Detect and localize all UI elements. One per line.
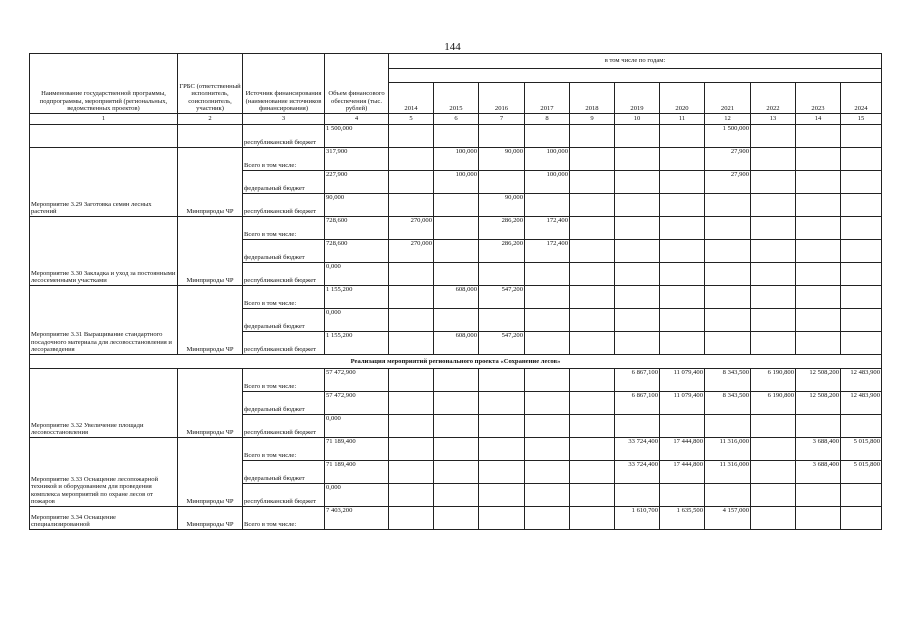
year-value <box>705 415 751 438</box>
column-number: 4 <box>325 114 389 125</box>
year-value <box>615 286 660 309</box>
year-value <box>841 415 882 438</box>
year-value: 270,000 <box>389 240 434 263</box>
year-value <box>570 309 615 332</box>
header-year: 2017 <box>525 83 570 114</box>
funding-source: республиканский бюджет <box>243 332 325 355</box>
funding-source: Всего в том числе: <box>243 217 325 240</box>
funding-source: Всего в том числе: <box>243 507 325 530</box>
year-value <box>615 171 660 194</box>
table-row <box>30 438 882 461</box>
year-value: 3 688,400 <box>796 438 841 461</box>
year-value <box>525 286 570 309</box>
column-number: 6 <box>434 114 479 125</box>
year-value <box>434 309 479 332</box>
year-value <box>615 148 660 171</box>
year-value: 286,200 <box>479 240 525 263</box>
year-value: 12 483,900 <box>841 369 882 392</box>
year-value <box>434 240 479 263</box>
funding-volume: 227,900 <box>325 171 389 194</box>
year-value <box>660 286 705 309</box>
year-value: 1 500,000 <box>705 125 751 148</box>
year-value: 172,400 <box>525 217 570 240</box>
year-value <box>796 217 841 240</box>
year-value <box>751 171 796 194</box>
year-value <box>705 263 751 286</box>
year-value <box>389 309 434 332</box>
funding-source: федеральный бюджет <box>243 240 325 263</box>
year-value: 12 508,200 <box>796 369 841 392</box>
year-value <box>434 125 479 148</box>
header-year: 2016 <box>479 83 525 114</box>
year-value <box>660 332 705 355</box>
header-year: 2022 <box>751 83 796 114</box>
year-value <box>796 148 841 171</box>
funding-volume: 728,600 <box>325 240 389 263</box>
year-value <box>389 484 434 507</box>
year-value <box>660 415 705 438</box>
measure-grbs: Минприроды ЧР <box>178 507 243 530</box>
year-value <box>660 240 705 263</box>
measure-name: Мероприятие 3.33 Оснащение лесопожарной техникой и оборудованием для проведения комплекса мероприятий по охране лесов от пожаров <box>30 438 178 507</box>
year-value: 12 508,200 <box>796 392 841 415</box>
year-value <box>796 171 841 194</box>
year-value: 33 724,400 <box>615 461 660 484</box>
year-value <box>841 194 882 217</box>
column-number: 3 <box>243 114 325 125</box>
table-row <box>30 125 882 148</box>
year-value <box>389 263 434 286</box>
year-value <box>479 415 525 438</box>
year-value <box>705 332 751 355</box>
header-year: 2014 <box>389 83 434 114</box>
measure-name: Мероприятие 3.31 Выращивание стандартного посадочного материала для лесовосстановления и лесоразведения <box>30 286 178 355</box>
year-value <box>570 194 615 217</box>
year-value <box>751 125 796 148</box>
year-value <box>434 438 479 461</box>
year-value <box>434 484 479 507</box>
year-value <box>751 461 796 484</box>
year-value <box>570 507 615 530</box>
measure-name: Мероприятие 3.30 Закладка и уход за постоянными лесосеменными участками <box>30 217 178 286</box>
year-value <box>796 309 841 332</box>
year-value <box>434 217 479 240</box>
year-value: 100,000 <box>525 148 570 171</box>
year-value <box>570 240 615 263</box>
year-value: 11 316,000 <box>705 438 751 461</box>
measure-name: Мероприятие 3.29 Заготовка семян лесных растений <box>30 148 178 217</box>
year-value: 11 079,400 <box>660 369 705 392</box>
year-value <box>751 415 796 438</box>
year-value <box>615 240 660 263</box>
year-value: 27,900 <box>705 171 751 194</box>
year-value <box>389 461 434 484</box>
year-value <box>389 286 434 309</box>
section-row <box>30 355 882 369</box>
year-value: 17 444,800 <box>660 461 705 484</box>
funding-volume: 0,000 <box>325 415 389 438</box>
year-value <box>525 415 570 438</box>
year-value <box>479 309 525 332</box>
year-value: 608,000 <box>434 332 479 355</box>
header-year: 2015 <box>434 83 479 114</box>
header-col-grbs: ГРБС (ответственный исполнитель, соисполнитель, участник) <box>178 54 243 114</box>
year-value <box>796 125 841 148</box>
year-value <box>434 369 479 392</box>
column-number: 10 <box>615 114 660 125</box>
year-value <box>705 309 751 332</box>
column-number: 9 <box>570 114 615 125</box>
year-value <box>705 217 751 240</box>
table-row <box>30 148 882 171</box>
funding-volume: 1 500,000 <box>325 125 389 148</box>
funding-volume: 71 189,400 <box>325 461 389 484</box>
year-value: 547,200 <box>479 332 525 355</box>
funding-source: республиканский бюджет <box>243 194 325 217</box>
year-value <box>570 438 615 461</box>
year-value: 172,400 <box>525 240 570 263</box>
measure-grbs <box>178 125 243 148</box>
year-value <box>389 332 434 355</box>
year-value: 90,000 <box>479 194 525 217</box>
year-value <box>705 286 751 309</box>
year-value: 6 190,800 <box>751 369 796 392</box>
year-value <box>841 507 882 530</box>
funding-source: республиканский бюджет <box>243 125 325 148</box>
year-value <box>751 438 796 461</box>
year-value <box>841 484 882 507</box>
year-value: 286,200 <box>479 217 525 240</box>
year-value <box>570 217 615 240</box>
year-value <box>615 484 660 507</box>
year-value <box>479 263 525 286</box>
year-value <box>796 332 841 355</box>
year-value <box>841 286 882 309</box>
year-value <box>796 507 841 530</box>
measure-name <box>30 125 178 148</box>
year-value <box>434 415 479 438</box>
year-value: 11 079,400 <box>660 392 705 415</box>
year-value <box>525 125 570 148</box>
measure-grbs: Минприроды ЧР <box>178 438 243 507</box>
year-value <box>796 263 841 286</box>
year-value <box>434 263 479 286</box>
header-year: 2023 <box>796 83 841 114</box>
year-value <box>751 332 796 355</box>
year-value <box>841 217 882 240</box>
year-value <box>615 309 660 332</box>
measure-grbs: Минприроды ЧР <box>178 148 243 217</box>
year-value <box>570 286 615 309</box>
year-value <box>751 263 796 286</box>
year-value <box>525 438 570 461</box>
year-value <box>570 369 615 392</box>
funding-source: республиканский бюджет <box>243 415 325 438</box>
year-value: 27,900 <box>705 148 751 171</box>
year-value <box>751 484 796 507</box>
year-value <box>660 484 705 507</box>
year-value <box>434 194 479 217</box>
funding-volume: 57 472,900 <box>325 369 389 392</box>
year-value <box>570 263 615 286</box>
measure-grbs: Минприроды ЧР <box>178 369 243 438</box>
table-row <box>30 286 882 309</box>
year-value <box>705 194 751 217</box>
table-row <box>30 217 882 240</box>
year-value: 100,000 <box>525 171 570 194</box>
year-value <box>841 171 882 194</box>
year-value <box>660 125 705 148</box>
year-value <box>389 507 434 530</box>
year-value <box>615 194 660 217</box>
funding-volume: 317,900 <box>325 148 389 171</box>
year-value: 547,200 <box>479 286 525 309</box>
header-year: 2018 <box>570 83 615 114</box>
column-number: 13 <box>751 114 796 125</box>
year-value <box>525 484 570 507</box>
year-value: 5 015,800 <box>841 438 882 461</box>
column-number: 5 <box>389 114 434 125</box>
year-value <box>434 461 479 484</box>
year-value <box>479 392 525 415</box>
year-value: 1 610,700 <box>615 507 660 530</box>
year-value <box>615 415 660 438</box>
year-value <box>479 438 525 461</box>
year-value <box>389 438 434 461</box>
funding-volume: 57 472,900 <box>325 392 389 415</box>
funding-source: федеральный бюджет <box>243 461 325 484</box>
year-value <box>660 263 705 286</box>
year-value: 8 343,500 <box>705 369 751 392</box>
year-value <box>660 309 705 332</box>
funding-volume: 1 155,200 <box>325 332 389 355</box>
column-number: 1 <box>30 114 178 125</box>
year-value <box>570 332 615 355</box>
year-value <box>525 369 570 392</box>
year-value <box>615 332 660 355</box>
year-value <box>796 415 841 438</box>
year-value <box>389 392 434 415</box>
measure-name: Мероприятие 3.32 Увеличение площади лесовосстановления <box>30 369 178 438</box>
column-number: 14 <box>796 114 841 125</box>
funding-source: Всего в том числе: <box>243 438 325 461</box>
year-value <box>796 194 841 217</box>
year-value <box>705 240 751 263</box>
year-value <box>525 461 570 484</box>
year-value <box>479 461 525 484</box>
measure-grbs: Минприроды ЧР <box>178 286 243 355</box>
year-value <box>751 148 796 171</box>
year-value <box>570 415 615 438</box>
funding-source: федеральный бюджет <box>243 309 325 332</box>
year-value <box>570 392 615 415</box>
year-value <box>570 484 615 507</box>
header-year: 2020 <box>660 83 705 114</box>
year-value <box>525 309 570 332</box>
measure-name: Мероприятие 3.34 Оснащение специализированной <box>30 507 178 530</box>
year-value <box>479 125 525 148</box>
year-value <box>751 309 796 332</box>
header-year: 2019 <box>615 83 660 114</box>
year-value: 12 483,900 <box>841 392 882 415</box>
year-value <box>705 484 751 507</box>
year-value <box>525 263 570 286</box>
funding-volume: 71 189,400 <box>325 438 389 461</box>
year-value <box>841 309 882 332</box>
year-value: 11 316,000 <box>705 461 751 484</box>
year-value: 6 867,100 <box>615 392 660 415</box>
year-value <box>570 461 615 484</box>
year-value <box>389 125 434 148</box>
year-value: 100,000 <box>434 171 479 194</box>
funding-source: республиканский бюджет <box>243 263 325 286</box>
header-col-volume: Объем финансового обеспечения (тыс. рублей) <box>325 54 389 114</box>
year-value: 6 190,800 <box>751 392 796 415</box>
column-number: 15 <box>841 114 882 125</box>
year-value <box>389 171 434 194</box>
funding-volume: 0,000 <box>325 263 389 286</box>
header-year: 2021 <box>705 83 751 114</box>
year-value: 1 635,500 <box>660 507 705 530</box>
year-value <box>525 332 570 355</box>
year-value <box>389 148 434 171</box>
year-value <box>660 171 705 194</box>
column-number: 7 <box>479 114 525 125</box>
section-title: Реализация мероприятий регионального проекта «Сохранение лесов» <box>30 355 882 369</box>
year-value <box>796 286 841 309</box>
year-value <box>751 217 796 240</box>
header-years-spacer <box>389 69 882 83</box>
year-value: 90,000 <box>479 148 525 171</box>
year-value <box>796 484 841 507</box>
year-value: 4 157,000 <box>705 507 751 530</box>
year-value <box>751 194 796 217</box>
year-value <box>615 217 660 240</box>
funding-source: Всего в том числе: <box>243 369 325 392</box>
year-value <box>389 194 434 217</box>
year-value <box>389 415 434 438</box>
column-number: 12 <box>705 114 751 125</box>
funding-volume: 0,000 <box>325 484 389 507</box>
year-value <box>796 240 841 263</box>
header-year: 2024 <box>841 83 882 114</box>
year-value <box>660 217 705 240</box>
year-value: 17 444,800 <box>660 438 705 461</box>
year-value <box>479 484 525 507</box>
funding-volume: 728,600 <box>325 217 389 240</box>
header-years-group: в том числе по годам: <box>389 54 882 69</box>
year-value: 33 724,400 <box>615 438 660 461</box>
funding-volume: 0,000 <box>325 309 389 332</box>
year-value <box>841 263 882 286</box>
year-value <box>434 507 479 530</box>
column-number: 2 <box>178 114 243 125</box>
year-value <box>615 125 660 148</box>
year-value <box>751 240 796 263</box>
header-col-name: Наименование государственной программы, подпрограммы, мероприятий (региональных, ведомственных проектов) <box>30 54 178 114</box>
year-value <box>841 332 882 355</box>
year-value <box>660 194 705 217</box>
header-col-source: Источник финансирования (наименование источников финансирования) <box>243 54 325 114</box>
table-row <box>30 369 882 392</box>
year-value <box>525 392 570 415</box>
table-row <box>30 507 882 530</box>
measure-grbs: Минприроды ЧР <box>178 217 243 286</box>
page-number: 144 <box>444 41 461 53</box>
year-value <box>570 125 615 148</box>
year-value <box>615 263 660 286</box>
year-value <box>570 171 615 194</box>
year-value: 3 688,400 <box>796 461 841 484</box>
year-value: 270,000 <box>389 217 434 240</box>
column-number: 11 <box>660 114 705 125</box>
year-value <box>479 171 525 194</box>
year-value <box>479 369 525 392</box>
year-value <box>570 148 615 171</box>
year-value: 6 867,100 <box>615 369 660 392</box>
year-value <box>751 507 796 530</box>
funding-source: Всего в том числе: <box>243 286 325 309</box>
year-value <box>525 507 570 530</box>
year-value <box>751 286 796 309</box>
year-value <box>434 392 479 415</box>
year-value <box>841 240 882 263</box>
funding-volume: 90,000 <box>325 194 389 217</box>
year-value <box>841 125 882 148</box>
year-value <box>479 507 525 530</box>
year-value <box>841 148 882 171</box>
financing-table <box>29 53 882 530</box>
funding-volume: 7 403,200 <box>325 507 389 530</box>
funding-volume: 1 155,200 <box>325 286 389 309</box>
year-value <box>660 148 705 171</box>
column-number: 8 <box>525 114 570 125</box>
funding-source: федеральный бюджет <box>243 171 325 194</box>
year-value <box>525 194 570 217</box>
funding-source: федеральный бюджет <box>243 392 325 415</box>
year-value: 608,000 <box>434 286 479 309</box>
year-value: 8 343,500 <box>705 392 751 415</box>
funding-source: республиканский бюджет <box>243 484 325 507</box>
funding-source: Всего в том числе: <box>243 148 325 171</box>
year-value <box>389 369 434 392</box>
year-value: 100,000 <box>434 148 479 171</box>
year-value: 5 015,800 <box>841 461 882 484</box>
